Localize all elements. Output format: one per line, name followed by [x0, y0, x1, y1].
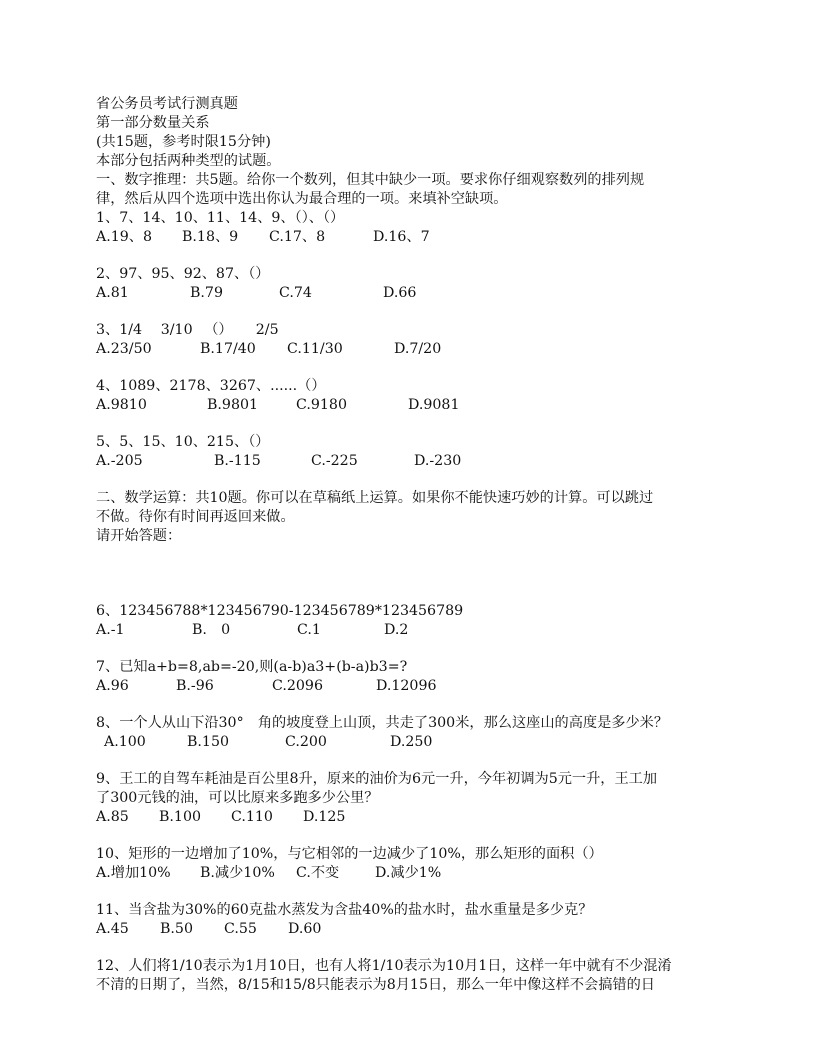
option: D.-230 — [414, 453, 462, 469]
option: A.19、8 — [96, 229, 153, 245]
option: B.-115 — [214, 453, 261, 469]
question-10: 10、矩形的一边增加了10%，与它相邻的一边减少了10%，那么矩形的面积（） — [96, 846, 603, 862]
question-5-options — [96, 452, 726, 471]
option: D.2 — [384, 622, 409, 638]
question-2: 2、97、95、92、87、（） — [96, 266, 270, 282]
option: D.减少1% — [375, 865, 442, 881]
option: A.45 — [96, 921, 129, 937]
option: C.55 — [224, 921, 257, 937]
question-11-options — [96, 920, 726, 939]
part-note: (共15题，参考时限15分钟) — [96, 134, 271, 150]
question-10-options — [96, 864, 726, 883]
question-4: 4、1089、2178、3267、......（） — [96, 378, 326, 394]
section2-desc-cont: 不做。待你有时间再返回来做。 — [96, 509, 295, 525]
option: D.9081 — [408, 397, 460, 413]
option: D.16、7 — [373, 229, 430, 245]
document-body — [96, 95, 726, 995]
section2-desc: 二、数学运算：共10题。你可以在草稿纸上运算。如果你不能快速巧妙的计算。可以跳过 — [96, 490, 654, 506]
option: A.23/50 — [96, 341, 152, 357]
question-9-cont: 了300元钱的油，可以比原来多跑多少公里？ — [96, 790, 379, 806]
question-4-options — [96, 396, 726, 415]
option: C.200 — [285, 734, 327, 750]
option: A.81 — [96, 285, 129, 301]
option: C.11/30 — [287, 341, 343, 357]
option: D.60 — [288, 921, 322, 937]
question-3: 3、1/4 3/10 （） 2/5 — [96, 322, 279, 338]
option: A.100 — [104, 734, 146, 750]
option: B.17/40 — [200, 341, 256, 357]
option: C.17、8 — [269, 229, 326, 245]
option: C.1 — [297, 622, 321, 638]
option: A.-1 — [96, 622, 125, 638]
question-7: 7、已知a+b=8,ab=-20,则(a-b)a3+(b-a)b3=? — [96, 659, 408, 675]
option: B.100 — [159, 809, 202, 825]
option: B.18、9 — [182, 229, 239, 245]
option: A.增加10% — [96, 865, 171, 881]
section1-desc-cont: 律，然后从四个选项中选出你认为最合理的一项。来填补空缺项。 — [96, 191, 508, 207]
option: C.-225 — [311, 453, 358, 469]
question-8-options — [96, 733, 726, 752]
option: D.125 — [303, 809, 346, 825]
option: C.110 — [231, 809, 273, 825]
option: B. 0 — [192, 622, 231, 638]
part-intro: 本部分包括两种类型的试题。 — [96, 153, 281, 169]
question-8: 8、一个人从山下沿30° 角的坡度登上山顶，共走了300米，那么这座山的高度是多少米？ — [96, 715, 669, 731]
option: A.85 — [96, 809, 129, 825]
option: B.减少10% — [200, 865, 275, 881]
section1-desc: 一、数字推理：共5题。给你一个数列，但其中缺少一项。要求你仔细观察数列的排列规 — [96, 172, 645, 188]
option: D.250 — [390, 734, 433, 750]
option: C.2096 — [272, 678, 323, 694]
question-11: 11、当含盐为30%的60克盐水蒸发为含盐40%的盐水时，盐水重量是多少克？ — [96, 902, 593, 918]
question-12-cont: 不清的日期了，当然，8/15和15/8只能表示为8月15日，那么一年中像这样不会搞错的日 — [96, 977, 655, 993]
question-7-options — [96, 677, 726, 696]
question-9-options — [96, 808, 726, 827]
option: B.50 — [160, 921, 193, 937]
question-1-options — [96, 228, 726, 247]
option: A.-205 — [96, 453, 143, 469]
option: C.不变 — [296, 865, 340, 881]
question-12: 12、人们将1/10表示为1月10日，也有人将1/10表示为10月1日，这样一年中就有不少混淆 — [96, 958, 672, 974]
question-2-options — [96, 284, 726, 303]
question-3-options — [96, 340, 726, 359]
option: D.12096 — [376, 678, 437, 694]
option: B.150 — [187, 734, 230, 750]
option: A.9810 — [96, 397, 147, 413]
option: B.9801 — [207, 397, 259, 413]
page-title: 省公务员考试行测真题 — [96, 96, 238, 112]
question-6-options — [96, 621, 726, 640]
option: C.74 — [279, 285, 312, 301]
question-6: 6、123456788*123456790-123456789*123456789 — [96, 603, 464, 619]
option: D.66 — [383, 285, 417, 301]
option: D.7/20 — [394, 341, 442, 357]
option: A.96 — [96, 678, 129, 694]
question-1: 1、7、14、10、11、14、9、（）、（） — [96, 210, 345, 226]
option: B.-96 — [176, 678, 214, 694]
start-prompt: 请开始答题： — [96, 528, 182, 544]
question-9: 9、王工的自驾车耗油是百公里8升，原来的油价为6元一升，今年初调为5元一升，王工加 — [96, 771, 658, 787]
question-5: 5、5、15、10、215、（） — [96, 434, 270, 450]
option: C.9180 — [296, 397, 347, 413]
part-heading: 第一部分数量关系 — [96, 115, 210, 131]
option: B.79 — [190, 285, 223, 301]
